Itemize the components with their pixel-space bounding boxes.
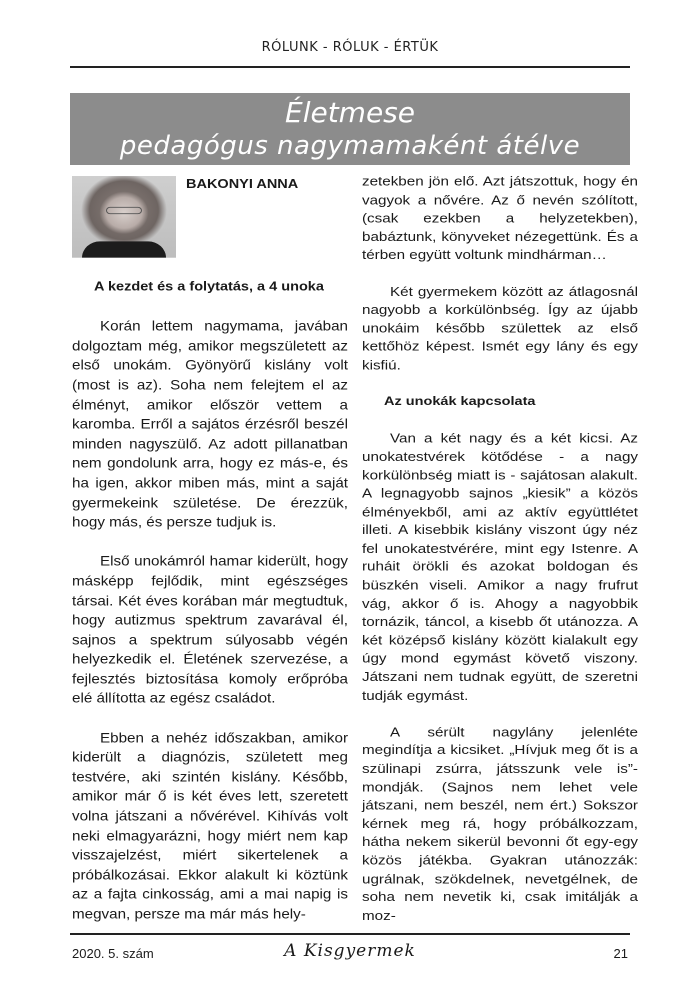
running-head: RÓLUNK - RÓLUK - ÉRTÜK [261, 40, 439, 55]
title-banner [70, 93, 630, 165]
header-rule [70, 66, 630, 68]
paragraph: Korán lettem nagymama, javában dolgoztam még, amikor megszületett az első unokám. Gyönyörű kislány volt (most is az). Soha nem felejtem el az élményt, amikor először vettem a karomba. Erről a sajátos érzésről beszél minden nagyszülő. Az adott pillanatban nem gondolunk arra, hogy ez más-e, és ha igen, akkor miben más, mint a saját gyermekeink születése. De érezzük, hogy más, és persze tudjuk is. [72, 318, 348, 531]
paragraph: Ebben a nehéz időszakban, amikor kiderült a diagnózis, született meg testvére, aki szintén kislány. Később, amikor már ő is két éves lett, szeretett volna játszani a nővérével. Kihívás volt neki elmagyarázni, hogy miért nem kap visszajelzést, miért sikertelenek a próbálkozásai. Ekkor alakult ki köztünk az a fajta cinkosság, ami a mai napig is megvan, persze ma már más hely- [72, 730, 348, 923]
right-column [362, 173, 638, 925]
page-number: 21 [613, 946, 628, 961]
paragraph: Első unokámról hamar kiderült, hogy másképp fejlődik, mint egészséges társai. Két éves korában már megtudtuk, hogy autizmus spektrum zavarával él, sajnos a spektrum súlyosabb végén helyezkedik el. Életének szervezése, a fejlesztés biztosítása komoly erőpróba elé állította az egész családot. [72, 553, 348, 707]
paragraph-continued: zetekben jön elő. Azt játszottuk, hogy én vagyok a nővére. Az ő nevén szólított, (csak ezekben a helyzetekben), babáztunk, könyveket nézegettünk. És a térben együtt voltunk mindhárman… [362, 174, 638, 263]
footer-rule [70, 933, 630, 935]
shoulders-shape [82, 241, 166, 257]
title-line-1: Életmese [285, 96, 415, 129]
paragraph: Van a két nagy és a két kicsi. Az unokatestvérek kötődése - a nagy korkülönbség miatt is - sajátosan alakult. A legnagyobb sajnos „kiesik” a közös élményekből, ami az aktív együttlétet illeti. A kisebbik kislány viszont úgy néz fel unokatestvérére, mint egy Istenre. A ruháit örökli és azokat boldogan és büszkén viseli. Amikor a nagy frufrut vág, akkor ő is. Ahogy a nagyobbik tornázik, táncol, a kisebb őt utánozza. A két középső kislány között kialakult egy úgy mond egymást követő viszony. Játszani nem tudnak együtt, de szeretni tudják egymást. [362, 431, 638, 703]
author-name: BAKONYI ANNA [186, 176, 299, 192]
footer-magazine-title: A Kisgyermek [284, 941, 416, 961]
section-heading-beginning: A kezdet és a folytatás, a 4 unoka [94, 279, 324, 295]
footer-issue: 2020. 5. szám [72, 946, 154, 961]
section-heading-relationship: Az unokák kapcsolata [384, 394, 536, 409]
paragraph: A sérült nagylány jelenléte megindítja a kicsiket. „Hívjuk meg őt is a szülinapi zsúrra, játsszunk vele is”- mondják. (Sajnos nem lehet vele játszani, nem beszél, nem ért.) Sokszor kérnek meg rá, hogy próbálkozzam, hátha nekem sikerül bevonni őt egy-egy közös játékba. Gyakran utánozzák: ugrálnak, szökdelnek, nevetgélnek, de soha nem nevetik ki, csak imitálják a moz- [362, 725, 638, 924]
author-photo [72, 176, 176, 258]
glasses-shape [106, 207, 142, 214]
title-line-2: pedagógus nagymamaként átélve [119, 131, 581, 161]
left-column [72, 176, 348, 925]
paragraph: Két gyermekem között az átlagosnál nagyobb a korkülönbség. Így az újabb unokáim később születtek az első kettőhöz képest. Ismét egy lány és egy kisfiú. [362, 284, 638, 373]
